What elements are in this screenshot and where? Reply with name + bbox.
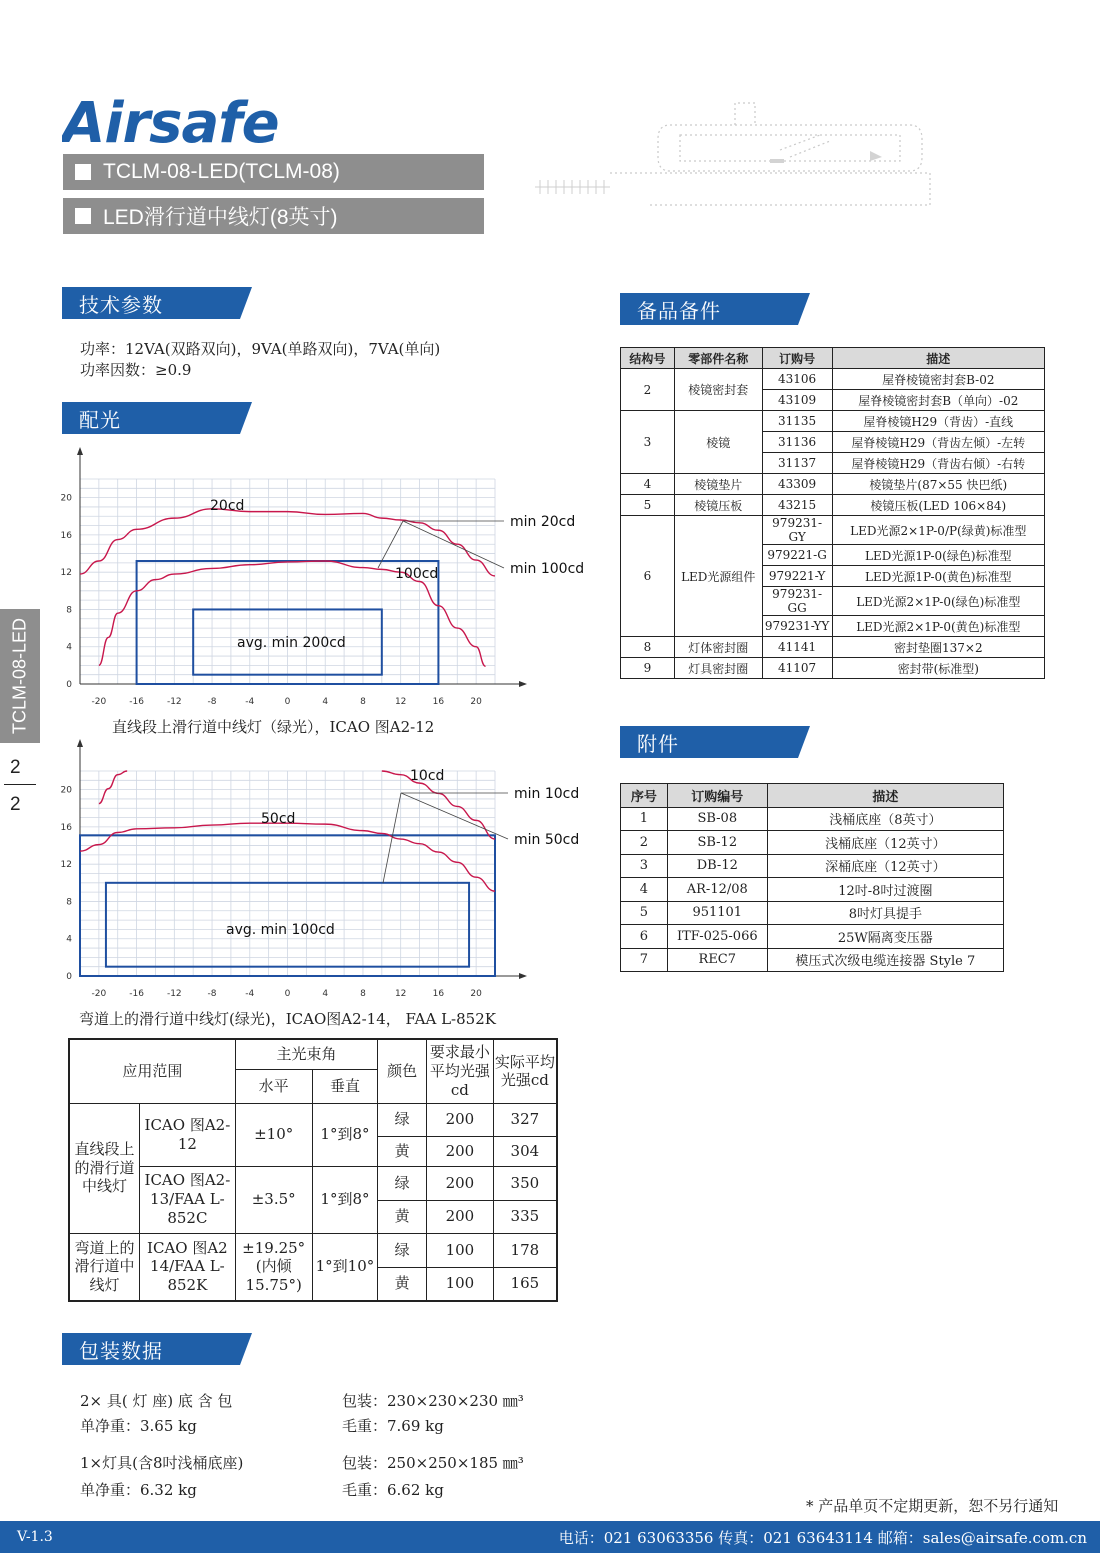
y-tick-label: 16 — [60, 530, 72, 541]
req-cell: 100 — [427, 1233, 494, 1267]
req-cell: 200 — [427, 1166, 494, 1200]
x-tick-label: -4 — [245, 697, 255, 707]
color-cell: 黄 — [378, 1267, 427, 1301]
curve-label-low: 100cd — [395, 566, 439, 582]
order-no-cell: 31137 — [762, 453, 832, 474]
power-factor-text: 功率因数：≥0.9 — [80, 361, 192, 379]
table-row — [621, 807, 1004, 831]
update-note: * 产品单页不定期更新，恕不另行通知 — [806, 1497, 1059, 1515]
header-seq: 序号 — [621, 784, 668, 808]
packing-left-4: 单净重：6.32 kg — [80, 1481, 197, 1499]
description-cell: 模压式次级电缆连接器 Style 7 — [767, 948, 1003, 972]
x-tick-label: -8 — [207, 697, 217, 707]
light-distribution-chart-curve — [58, 737, 598, 1002]
x-tick-label: 12 — [394, 989, 407, 999]
header-color: 颜色 — [378, 1039, 427, 1103]
order-no-cell: 41107 — [762, 658, 832, 679]
req-cell: 100 — [427, 1267, 494, 1301]
structure-no-cell: 2 — [621, 369, 675, 411]
table-row — [621, 901, 1004, 925]
seq-cell: 3 — [621, 854, 668, 878]
avg-label: avg. min 100cd — [226, 922, 335, 938]
section-title: 附件 — [637, 732, 679, 756]
packing-left-2: 单净重：3.65 kg — [80, 1417, 197, 1435]
order-code-cell: REC7 — [667, 948, 767, 972]
packing-right-3: 包装：250×250×185 ㎜³ — [342, 1454, 524, 1472]
leader-line — [401, 793, 508, 839]
brand-text: Airsafe — [62, 92, 279, 150]
color-cell: 绿 — [378, 1233, 427, 1267]
req-cell: 200 — [427, 1136, 494, 1166]
actual-cell: 350 — [493, 1166, 557, 1200]
airsafe-logo — [62, 92, 324, 150]
side-tab — [0, 609, 40, 743]
light-distribution-chart-straight — [58, 445, 598, 710]
seq-cell: 6 — [621, 925, 668, 949]
order-no-cell: 979231-YY — [762, 616, 832, 637]
min-label-low: min 100cd — [510, 561, 585, 577]
bullet-square — [75, 164, 91, 180]
seq-cell: 5 — [621, 901, 668, 925]
scope-curve: 弯道上的滑行道中线灯 — [69, 1233, 140, 1301]
description-cell: 密封带(标准型) — [832, 658, 1044, 679]
y-tick-label: 12 — [60, 568, 72, 579]
airport-drawing-illustration — [530, 95, 940, 215]
ref-a2-14: ICAO 图A2 14/FAA L-852K — [140, 1233, 236, 1301]
packing-left-3: 1×灯具(含8吋浅桶底座) — [80, 1454, 244, 1472]
table-row — [621, 411, 1045, 432]
part-name-cell: 棱镜密封套 — [674, 369, 762, 411]
leader-line — [383, 793, 401, 883]
table-row — [621, 925, 1004, 949]
order-no-cell: 979221-G — [762, 545, 832, 566]
description-cell: LED光源1P-0(绿色)标准型 — [832, 545, 1044, 566]
req-cell: 200 — [427, 1200, 494, 1233]
order-no-cell: 31136 — [762, 432, 832, 453]
h-angle: ±3.5° — [235, 1166, 312, 1233]
actual-cell: 304 — [493, 1136, 557, 1166]
section-title: 配光 — [79, 408, 121, 432]
order-code-cell: SB-12 — [667, 831, 767, 855]
x-tick-label: 8 — [360, 989, 366, 999]
actual-cell: 165 — [493, 1267, 557, 1301]
x-axis-arrow — [519, 681, 527, 687]
table-row — [621, 474, 1045, 495]
v-angle: 1°到8° — [312, 1103, 378, 1166]
section-heading-spares — [620, 293, 810, 325]
part-name-cell: 棱镜 — [674, 411, 762, 474]
y-tick-label: 4 — [66, 934, 72, 945]
section-heading-accessories — [620, 726, 810, 758]
section-heading-packing — [62, 1333, 252, 1365]
product-name-bar — [63, 198, 484, 234]
y-tick-label: 12 — [60, 860, 72, 871]
part-name-cell: LED光源组件 — [674, 516, 762, 637]
table-row — [621, 948, 1004, 972]
table-row — [621, 658, 1045, 679]
header-beam: 主光束角 — [235, 1039, 378, 1069]
table-row — [621, 637, 1045, 658]
seq-cell: 1 — [621, 807, 668, 831]
header-actual: 实际平均光强cd — [493, 1039, 557, 1103]
header-part-name: 零部件名称 — [674, 348, 762, 369]
description-cell: LED光源2×1P-0(绿色)标准型 — [832, 587, 1044, 616]
section-heading-light — [62, 402, 252, 434]
order-no-cell: 41141 — [762, 637, 832, 658]
y-tick-label: 8 — [66, 605, 72, 616]
table-row — [621, 878, 1004, 902]
y-tick-label: 0 — [66, 680, 72, 690]
packing-right-1: 包装：230×230×230 ㎜³ — [342, 1392, 524, 1410]
y-axis-arrow — [77, 447, 83, 455]
x-tick-label: 8 — [360, 697, 366, 707]
section-title: 备品备件 — [637, 299, 721, 323]
page-divider — [4, 784, 36, 785]
actual-cell: 335 — [493, 1200, 557, 1233]
y-tick-label: 20 — [60, 785, 72, 796]
order-no-cell: 979221-Y — [762, 566, 832, 587]
power-text: 功率：12VA(双路双向)，9VA(单路双向)，7VA(单向) — [80, 340, 441, 358]
description-cell: 密封垫圈137×2 — [832, 637, 1044, 658]
order-code-cell: 951101 — [667, 901, 767, 925]
header-order-no: 订购号 — [762, 348, 832, 369]
part-name-cell: 棱镜压板 — [674, 495, 762, 516]
part-name-cell: 棱镜垫片 — [674, 474, 762, 495]
table-row — [621, 831, 1004, 855]
chart-caption-curve: 弯道上的滑行道中线灯(绿光)，ICAO图A2-14， FAA L-852K — [79, 1010, 496, 1028]
description-cell: 屋脊棱镜密封套B-02 — [832, 369, 1044, 390]
page-total: 2 — [10, 794, 21, 815]
y-tick-label: 0 — [66, 972, 72, 982]
table-row — [621, 495, 1045, 516]
x-tick-label: 4 — [322, 697, 329, 707]
color-cell: 绿 — [378, 1103, 427, 1136]
x-tick-label: 4 — [322, 989, 329, 999]
header-description: 描述 — [767, 784, 1003, 808]
v-angle: 1°到8° — [312, 1166, 378, 1233]
description-cell: 25W隔离变压器 — [767, 925, 1003, 949]
version-label: V-1.3 — [17, 1529, 53, 1545]
color-cell: 黄 — [378, 1200, 427, 1233]
header-required: 要求最小平均光强cd — [427, 1039, 494, 1103]
h-angle: ±19.25°(内倾15.75°) — [235, 1233, 312, 1301]
ref-a2-13: ICAO 图A2-13/FAA L-852C — [140, 1166, 236, 1233]
chart-caption-straight: 直线段上滑行道中线灯（绿光），ICAO 图A2-12 — [112, 718, 435, 736]
table-row — [621, 516, 1045, 545]
product-title: LED滑行道中线灯(8英寸) — [103, 206, 338, 229]
header-scope: 应用范围 — [69, 1039, 235, 1103]
order-no-cell: 43109 — [762, 390, 832, 411]
packing-right-2: 毛重：7.69 kg — [342, 1417, 444, 1435]
color-cell: 绿 — [378, 1166, 427, 1200]
header-order-code: 订购编号 — [667, 784, 767, 808]
order-no-cell: 979231-GG — [762, 587, 832, 616]
y-axis-arrow — [77, 739, 83, 747]
v-angle: 1°到10° — [312, 1233, 378, 1301]
description-cell: 8吋灯具提手 — [767, 901, 1003, 925]
seq-cell: 4 — [621, 878, 668, 902]
description-cell: 12吋-8吋过渡圈 — [767, 878, 1003, 902]
accessories-table — [620, 783, 1004, 972]
spare-parts-table — [620, 347, 1045, 679]
description-cell: LED光源1P-0(黄色)标准型 — [832, 566, 1044, 587]
order-code-cell: SB-08 — [667, 807, 767, 831]
h-angle: ±10° — [235, 1103, 312, 1166]
table-row — [621, 854, 1004, 878]
bullet-square — [75, 208, 91, 224]
side-tab-label: TCLM-08-LED — [9, 617, 30, 735]
x-tick-label: -12 — [166, 989, 182, 999]
description-cell: 棱镜垫片(87×55 快巴纸) — [832, 474, 1044, 495]
section-title: 包装数据 — [79, 1339, 163, 1363]
description-cell: LED光源2×1P-0/P(绿黄)标准型 — [832, 516, 1044, 545]
order-code-cell: ITF-025-066 — [667, 925, 767, 949]
order-no-cell: 43106 — [762, 369, 832, 390]
structure-no-cell: 8 — [621, 637, 675, 658]
actual-cell: 327 — [493, 1103, 557, 1136]
req-cell: 200 — [427, 1103, 494, 1136]
seq-cell: 2 — [621, 831, 668, 855]
y-tick-label: 16 — [60, 822, 72, 833]
structure-no-cell: 4 — [621, 474, 675, 495]
y-tick-label: 20 — [60, 493, 72, 504]
performance-table — [68, 1038, 558, 1302]
page-current: 2 — [10, 757, 21, 778]
x-tick-label: 16 — [432, 989, 445, 999]
section-heading-tech — [62, 287, 252, 319]
description-cell: 深桶底座（12英寸） — [767, 854, 1003, 878]
contact-info: 电话：021 63063356 传真：021 63643114 邮箱：sales@airsafe.com.cn — [558, 1529, 1087, 1547]
table-row — [621, 369, 1045, 390]
min-label-high: min 10cd — [514, 786, 580, 802]
scope-straight: 直线段上的滑行道中线灯 — [69, 1103, 140, 1233]
header-vertical: 垂直 — [312, 1069, 378, 1103]
structure-no-cell: 3 — [621, 411, 675, 474]
ref-a2-12: ICAO 图A2-12 — [140, 1103, 236, 1166]
x-tick-label: 20 — [470, 989, 482, 999]
actual-cell: 178 — [493, 1233, 557, 1267]
x-tick-label: 16 — [432, 697, 445, 707]
header-horizontal: 水平 — [235, 1069, 312, 1103]
x-tick-label: 0 — [284, 989, 291, 999]
x-tick-label: 12 — [394, 697, 407, 707]
description-cell: 屋脊棱镜H29（背齿右倾）-右转 — [832, 453, 1044, 474]
header-structure-no: 结构号 — [621, 348, 675, 369]
curve-label-high: 20cd — [210, 498, 245, 514]
x-tick-label: -20 — [91, 697, 107, 707]
footer — [0, 1521, 1100, 1553]
description-cell: 浅桶底座（8英寸） — [767, 807, 1003, 831]
description-cell: 屋脊棱镜H29（背齿左倾）-左转 — [832, 432, 1044, 453]
header-description: 描述 — [832, 348, 1044, 369]
y-tick-label: 8 — [66, 897, 72, 908]
structure-no-cell: 6 — [621, 516, 675, 637]
order-no-cell: 43215 — [762, 495, 832, 516]
y-tick-label: 4 — [66, 642, 72, 653]
x-tick-label: -8 — [207, 989, 217, 999]
color-cell: 黄 — [378, 1136, 427, 1166]
model-title: TCLM-08-LED(TCLM-08) — [103, 160, 340, 183]
order-no-cell: 43309 — [762, 474, 832, 495]
description-cell: 屋脊棱镜密封套B（单向）-02 — [832, 390, 1044, 411]
order-no-cell: 979231-GY — [762, 516, 832, 545]
x-tick-label: -20 — [91, 989, 107, 999]
structure-no-cell: 9 — [621, 658, 675, 679]
seq-cell: 7 — [621, 948, 668, 972]
order-no-cell: 31135 — [762, 411, 832, 432]
x-tick-label: -4 — [245, 989, 255, 999]
x-tick-label: -16 — [129, 697, 144, 707]
structure-no-cell: 5 — [621, 495, 675, 516]
description-cell: 屋脊棱镜H29（背齿）-直线 — [832, 411, 1044, 432]
section-title: 技术参数 — [79, 293, 163, 317]
model-bar — [63, 154, 484, 190]
curve-label-low: 50cd — [261, 811, 296, 827]
description-cell: 浅桶底座（12英寸） — [767, 831, 1003, 855]
x-tick-label: 0 — [284, 697, 291, 707]
x-tick-label: 20 — [470, 697, 482, 707]
x-tick-label: -16 — [129, 989, 144, 999]
min-label-low: min 50cd — [514, 832, 580, 848]
order-code-cell: DB-12 — [667, 854, 767, 878]
description-cell: LED光源2×1P-0(黄色)标准型 — [832, 616, 1044, 637]
avg-label: avg. min 200cd — [237, 635, 346, 651]
x-tick-label: -12 — [166, 697, 182, 707]
packing-left-1: 2× 具( 灯 座) 底 含 包 — [80, 1392, 233, 1410]
part-name-cell: 灯具密封圈 — [674, 658, 762, 679]
packing-right-4: 毛重：6.62 kg — [342, 1481, 444, 1499]
description-cell: 棱镜压板(LED 106×84) — [832, 495, 1044, 516]
part-name-cell: 灯体密封圈 — [674, 637, 762, 658]
x-axis-arrow — [519, 973, 527, 979]
min-label-high: min 20cd — [510, 514, 576, 530]
order-code-cell: AR-12/08 — [667, 878, 767, 902]
curve-label-high: 10cd — [410, 768, 445, 784]
